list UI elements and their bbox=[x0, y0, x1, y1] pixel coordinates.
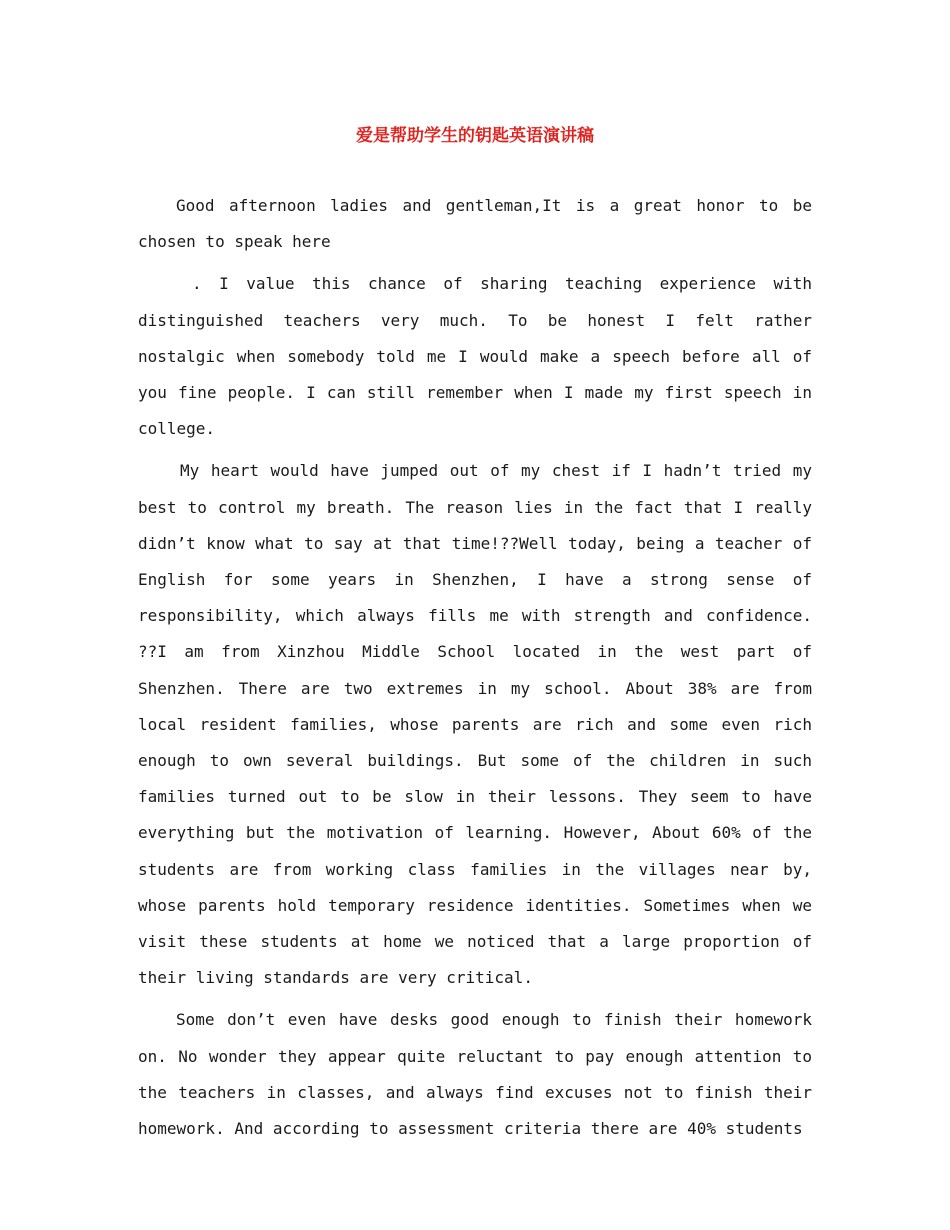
paragraph-greeting: Good afternoon ladies and gentleman,It is a great honor to be chosen to speak here bbox=[138, 196, 812, 252]
document-title: 爱是帮助学生的钥匙英语演讲稿 bbox=[356, 126, 594, 146]
paragraph-value-chance: . I value this chance of sharing teaching experience with distinguished teachers very much. To be honest I felt rather nostalgic when somebody told me I would make a speech before all of you fine people. I can still remember when I made my first speech in college. bbox=[138, 274, 812, 439]
document-body bbox=[138, 188, 812, 1153]
paragraph-desks: Some don’t even have desks good enough to finish their homework on. No wonder they appear quite reluctant to pay enough attention to the teachers in classes, and always find excuses not to finish their homework. And according to assessment criteria there are 40% students bbox=[138, 1010, 812, 1139]
paragraph-heart: My heart would have jumped out of my chest if I hadn’t tried my best to control my breath. The reason lies in the fact that I really didn’t know what to say at that time!??Well today, being a teacher of English for some years in Shenzhen, I have a strong sense of responsibility, which always fills me with strength and confidence. ??I am from Xinzhou Middle School located in the west part of Shenzhen. There are two extremes in my school. About 38% are from local resident families, whose parents are rich and some even rich enough to own several buildings. But some of the children in such families turned out to be slow in their lessons. They seem to have everything but the motivation of learning. However, About 60% of the students are from working class families in the villages near by, whose parents hold temporary residence identities. Sometimes when we visit these students at home we noticed that a large proportion of their living standards are very critical. bbox=[138, 461, 812, 988]
